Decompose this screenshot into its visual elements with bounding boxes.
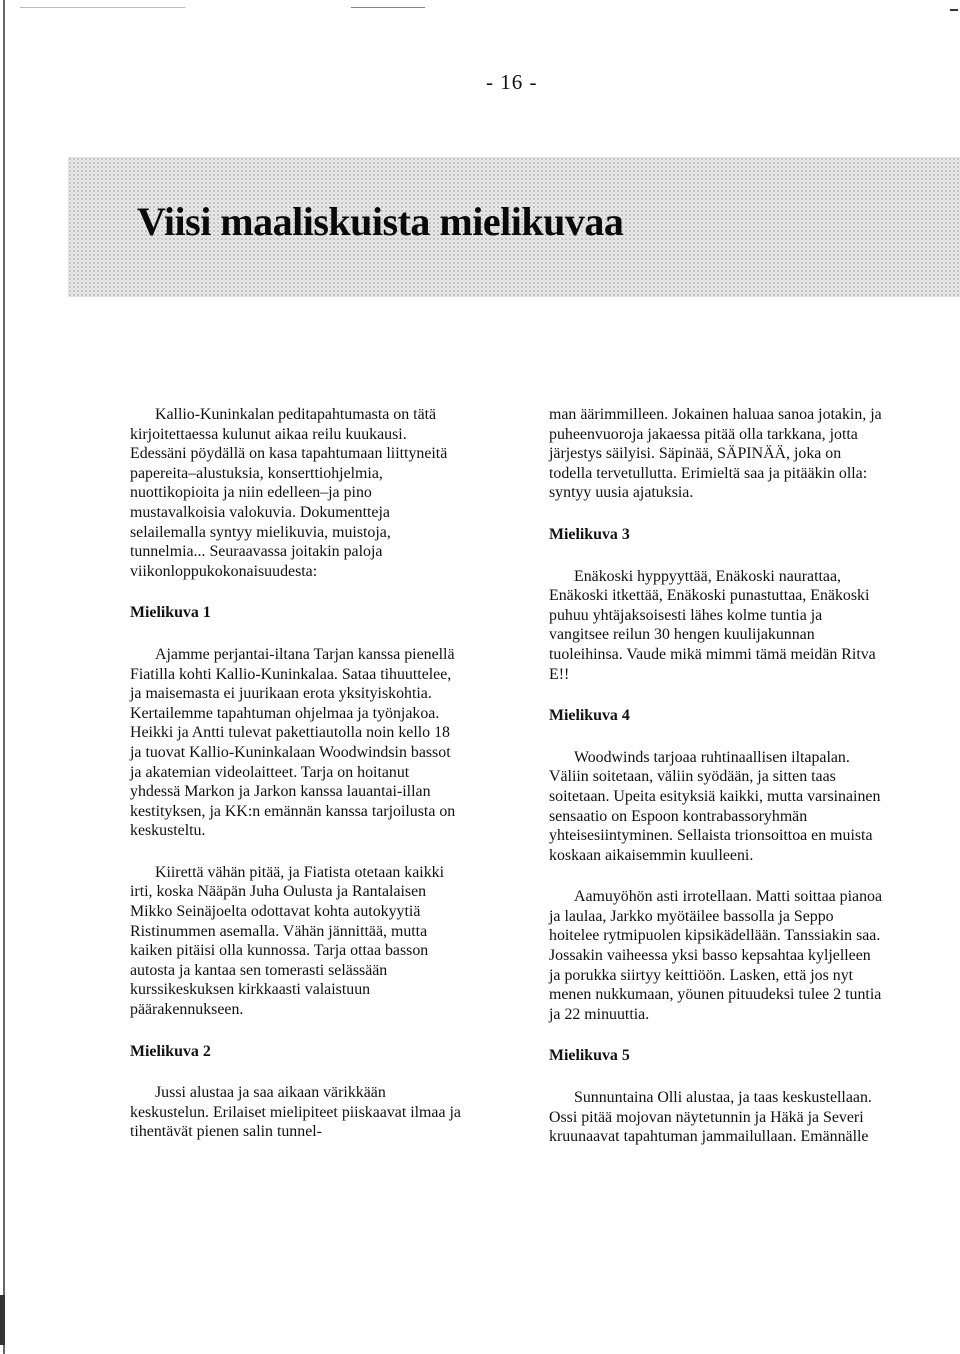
intro-paragraph: Kallio-Kuninkalan peditapahtumasta on tätä kirjoitettaessa kulunut aikaa reilu kuukausi. Edessäni pöydällä on kasa tapahtumaan liittyneitä papereita–alustuksia, konserttiohjelmia, nuottikopioita ja niin edelleen–ja pino mustavalkoisia valokuvia. Dokumentteja selailemalla syntyy mielikuvia, muistoja, tunnelmia... Seuraavassa joitakin paloja viikonloppukokonaisuudesta: — [130, 406, 448, 580]
heading-mielikuva-2: Mielikuva 2 — [130, 1042, 211, 1060]
paragraph: Aamuyöhön asti irrotellaan. Matti soittaa pianoa ja laulaa, Jarkko myötäilee bassolla ja Seppo hoitelee rytmipuolen kipsikädellään. Tanssiakin saa. Jossakin vaiheessa yksi basso kepsahtaa kyljelleen ja porukka siirtyy keittiöön. Lasken, että jos nyt menen nukkumaan, yöunen pituudeksi tulee 2 tuntia ja 22 minuuttia. — [549, 888, 883, 1023]
scan-mark-top-right — [950, 9, 958, 11]
page-number: - 16 - — [486, 70, 538, 94]
paragraph: Enäkoski hyppyyttää, Enäkoski naurattaa, Enäkoski itkettää, Enäkoski punastuttaa, Enäkoski puhuu yhtäjaksoisesti lähes kolme tuntia ja vangitsee reilun 30 hengen kuulijakunnan tuoleihinsa. Vaude mikä mimmi tämä meidän Ritva E!! — [549, 567, 876, 683]
heading-mielikuva-4: Mielikuva 4 — [549, 707, 630, 725]
heading-mielikuva-5: Mielikuva 5 — [549, 1047, 630, 1065]
paragraph: Sunnuntaina Olli alustaa, ja taas keskustellaan. Ossi pitää mojovan näytetunnin ja Häkä ja Severi kruunaavat tapahtuman jammailullaan. Emännälle — [549, 1089, 872, 1146]
heading-mielikuva-3: Mielikuva 3 — [549, 525, 630, 543]
heading-mielikuva-1: Mielikuva 1 — [130, 604, 211, 622]
scan-edge-top — [20, 7, 940, 8]
left-column — [130, 405, 462, 1142]
right-column — [549, 405, 885, 1147]
paragraph: Ajamme perjantai-iltana Tarjan kanssa pienellä Fiatilla kohti Kallio-Kuninkalaa. Sataa tihuuttelee, ja maisemasta ei juurikaan erota yksityiskohtia. Kertailemme tapahtuman ohjelmaa ja työnjakoa. Heikki ja Antti tulevat pakettiautolla noin kello 18 ja tuovat Kallio-Kuninkalaan Woodwindsin bassot ja akatemian videolaitteet. Tarja on hoitanut yhdessä Markon ja Jarkon kanssa lauantai-illan kestityksen, ja KK:n emännän kanssa tarjoilusta on keskusteltu. — [130, 645, 456, 840]
paragraph: Jussi alustaa ja saa aikaan värikkään keskustelun. Erilaiset mielipiteet piiskaavat ilmaa ja tihentävät pienen salin tunnel- — [130, 1084, 461, 1141]
scan-edge-left — [3, 0, 5, 1354]
paragraph: Woodwinds tarjoaa ruhtinaallisen iltapalan. Väliin soitetaan, väliin syödään, ja sitten taas soitetaan. Upeita esityksiä kaikki, mutta varsinainen sensaatio on Espoon kontrabassoryhmän yhteisesiintyminen. Sellaista trionsoittoa en muista koskaan aikaisemmin kuulleeni. — [549, 748, 881, 864]
scan-mark-bottom-left — [0, 1295, 5, 1345]
paragraph: Kiirettä vähän pitää, ja Fiatista otetaan kaikki irti, koska Nääpän Juha Oulusta ja Rantalaisen Mikko Seinäjoelta odottavat kohta autokyytiä Ristinummen asemalla. Vähän jännittää, mutta kaiken pitäisi olla kunnossa. Tarja ottaa basson autosta ja kantaa sen tomerasti selässään kurssikeskuksen kirkkaasti valaistuun päärakennukseen. — [130, 863, 445, 1019]
paragraph-continued: man äärimmilleen. Jokainen haluaa sanoa jotakin, ja puheenvuoroja jakaessa pitää olla tarkkana, jotta järjestys säilyisi. Säpinää, SÄPINÄÄ, joka on todella tervetullutta. Erimieltä saa ja pitääkin olla: syntyy uusia ajatuksia. — [549, 406, 882, 502]
article-title: Viisi maaliskuista mielikuvaa — [137, 199, 624, 244]
